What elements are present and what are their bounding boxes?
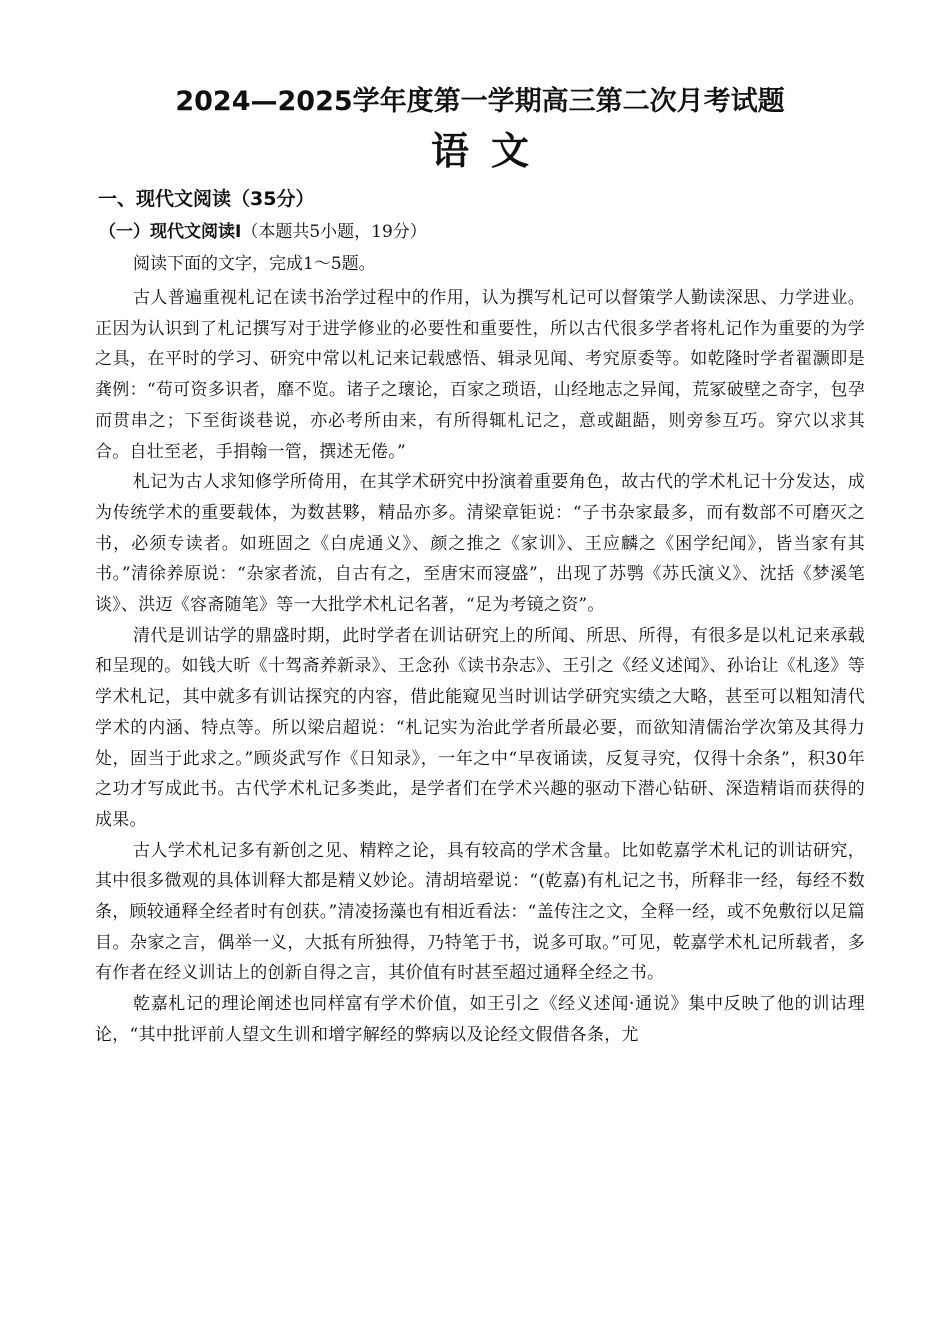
subsection-note: （本题共5小题，19分） bbox=[241, 222, 427, 242]
reading-instruction: 阅读下面的文字，完成1～5题。 bbox=[133, 254, 376, 274]
passage-paragraph: 古人普遍重视札记在读书治学过程中的作用，认为撰写札记可以督策学人勤读深思、力学进业。正因为认识到了札记撰写对于进学修业的必要性和重要性，所以古代很多学者将札记作为重要的为学之具，在平时的学习、研究中常以札记来记载感悟、辑录见闻、考究原委等。如乾隆时学者翟灏即是龚例：“苟可资多识者，靡不览。诸子之瓌论，百家之琐语，山经地志之异闻，荒冢破壁之奇字，包孕而贯串之；下至街谈巷说，亦必考所由来，有所得辄札记之，意或龃龉，则旁参互巧。穿穴以求其合。自壮至老，手捐翰一管，撰述无倦。” bbox=[95, 288, 865, 462]
section-heading: 一、现代文阅读（35分） bbox=[98, 188, 315, 210]
passage-paragraph: 札记为古人求知修学所倚用，在其学术研究中扮演着重要角色，故古代的学术札记十分发达，成为传统学术的重要载体，为数甚夥，精品亦多。清梁章钜说：“子书杂家最多，而有数部不可磨灭之书，必须专读者。如班固之《白虎通义》、颜之推之《家训》、王应麟之《困学纪闻》，皆当家有其书。”清徐养原说：“杂家者流，自古有之，至唐宋而寖盛”，出现了苏鹗《苏氏演义》、沈括《梦溪笔谈》、洪迈《容斋随笔》等一大批学术札记名著，“足为考镜之资”。 bbox=[95, 472, 865, 616]
passage-paragraph: 古人学术札记多有新创之见、精粹之论，具有较高的学术含量。比如乾嘉学术札记的训诂研究，其中很多微观的具体训释大都是精义妙论。清胡培翚说：“(乾嘉)有札记之书，所释非一经，每经不数条，顾较通释全经者时有创获。”清凌扬藻也有相近看法：“盖传注之文，全释一经，或不免敷衍以足篇目。杂家之言，偶举一义，大抵有所独得，乃特笔于书，说多可取。”可见，乾嘉学术札记所载者，多有作者在经义训诂上的创新自得之言，其价值有时甚至超过通释全经之书。 bbox=[95, 840, 865, 984]
exam-page bbox=[95, 82, 865, 1051]
exam-title: 2024—2025学年度第一学期高三第二次月考试题 bbox=[175, 86, 785, 117]
subject-title: 语文 bbox=[430, 128, 551, 173]
passage-paragraph: 清代是训诂学的鼎盛时期，此时学者在训诂研究上的所闻、所思、所得，有很多是以札记来承载和呈现的。如钱大昕《十驾斋养新录》、王念孙《读书杂志》、王引之《经义述闻》、孙诒让《札迻》等学术札记，其中就多有训诂探究的内容，借此能窥见当时训诂学研究实绩之大略，甚至可以粗知清代学术的内涵、特点等。所以梁启超说：“札记实为治此学者所最必要，而欲知清儒治学次第及其得力处，固当于此求之。”顾炎武写作《日知录》，一年之中“早夜诵读，反复寻究，仅得十余条”，积30年之功才写成此书。古代学术札记多类此，是学者们在学术兴趣的驱动下潜心钻研、深造精诣而获得的成果。 bbox=[95, 625, 865, 830]
reading-passage bbox=[95, 283, 865, 1051]
passage-paragraph: 乾嘉札记的理论阐述也同样富有学术价值，如王引之《经义述闻·通说》集中反映了他的训诂理论，“其中批评前人望文生训和增字解经的弊病以及论经文假借各条，尤 bbox=[95, 994, 865, 1045]
subsection-label: （一）现代文阅读Ⅰ bbox=[99, 222, 242, 242]
subsection-heading bbox=[99, 217, 865, 247]
